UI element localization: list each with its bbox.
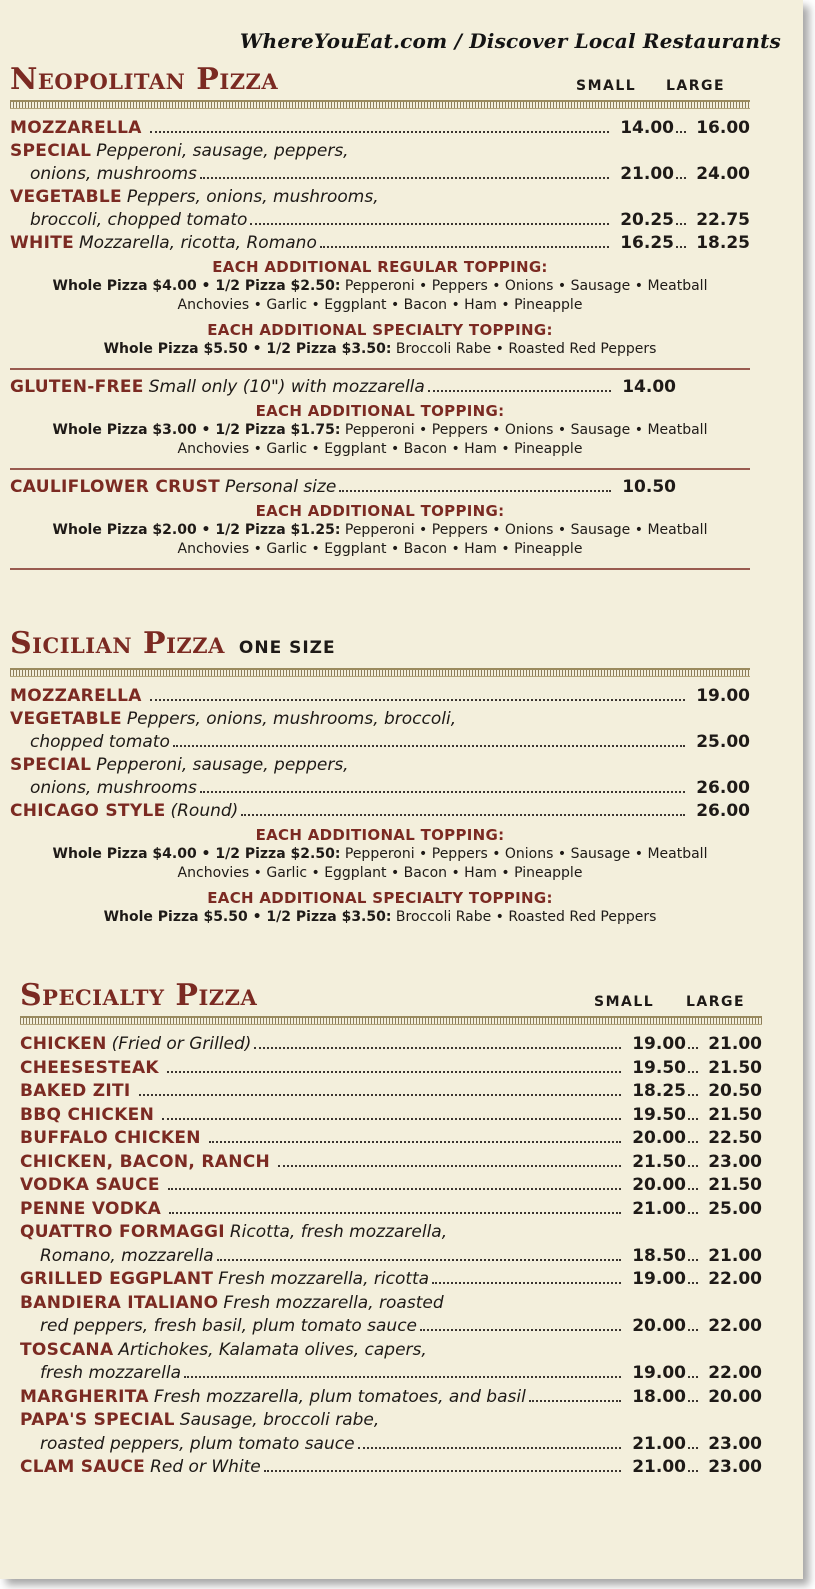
- price-large: 23.00: [708, 1151, 762, 1172]
- menu-item-chicken: CHICKEN (Fried or Grilled) 19.00 21.00: [20, 1033, 762, 1057]
- price-large: 22.75: [696, 210, 750, 230]
- menu-item-gluten-free: GLUTEN-FREE Small only (10") with mozzarella 14.00: [10, 377, 676, 397]
- price: 19.00: [696, 686, 750, 706]
- price-large: 22.00: [708, 1363, 762, 1383]
- price-large: 16.00: [696, 118, 750, 138]
- site-watermark: WhereYouEat.com / Discover Local Restaurants: [239, 29, 781, 53]
- price-large: 22.50: [708, 1128, 762, 1148]
- col-small-label: SMALL: [576, 78, 637, 94]
- divider: [10, 468, 750, 470]
- price-large: 25.00: [708, 1198, 762, 1219]
- neopolitan-title: Neopolitan Pizza: [10, 62, 279, 97]
- menu-item-toscana: TOSCANA Artichokes, Kalamata olives, capers, fresh mozzarella 19.00 22.00: [20, 1339, 762, 1386]
- menu-item-mozzarella: MOZZARELLA 14.00 16.00: [10, 118, 750, 138]
- menu-item-special: SPECIAL Pepperoni, sausage, peppers, onions, mushrooms 26.00: [10, 755, 750, 798]
- price-large: 18.25: [696, 233, 750, 253]
- price-small: 20.25: [620, 210, 674, 230]
- menu-item-buffalo-chicken: BUFFALO CHICKEN 20.00 22.50: [20, 1127, 762, 1151]
- price-large: 20.50: [708, 1081, 762, 1101]
- price-large: 22.00: [708, 1316, 762, 1336]
- price-small: 20.00: [632, 1175, 686, 1195]
- specialty-section: [20, 978, 762, 1480]
- price-large: 22.00: [708, 1269, 762, 1289]
- menu-item-cauliflower-crust: CAULIFLOWER CRUST Personal size 10.50: [10, 477, 676, 497]
- price-large: 23.00: [708, 1433, 762, 1454]
- price-small: 21.50: [632, 1151, 686, 1172]
- menu-item-mozzarella: MOZZARELLA 19.00: [10, 686, 750, 706]
- section-divider: [10, 668, 750, 677]
- menu-item-grilled-eggplant: GRILLED EGGPLANT Fresh mozzarella, ricotta 19.00 22.00: [20, 1268, 762, 1292]
- menu-item-papa-s-special: PAPA'S SPECIAL Sausage, broccoli rabe, roasted peppers, plum tomato sauce 21.00 23.00: [20, 1409, 762, 1456]
- neopolitan-section: [10, 62, 750, 576]
- menu-item-chicago-style: CHICAGO STYLE (Round) 26.00: [10, 801, 750, 821]
- sicilian-title: Sicilian Pizza ONE SIZE: [10, 626, 336, 661]
- price-small: 21.00: [632, 1433, 686, 1454]
- price-large: 21.00: [708, 1034, 762, 1054]
- specialty-title: Specialty Pizza: [20, 978, 258, 1013]
- menu-item-vodka-sauce: VODKA SAUCE 20.00 21.50: [20, 1174, 762, 1198]
- sicilian-section: [10, 626, 750, 930]
- price-small: 18.50: [632, 1245, 686, 1266]
- specialty-topping-info: EACH ADDITIONAL SPECIALTY TOPPING: Whole Pizza $5.50 • 1/2 Pizza $3.50: Broccoli Rabe • Roasted Red Peppers: [103, 321, 657, 357]
- menu-item-vegetable: VEGETABLE Peppers, onions, mushrooms, broccoli, chopped tomato 25.00: [10, 709, 750, 752]
- price-small: 14.00: [620, 118, 674, 138]
- menu-item-margherita: MARGHERITA Fresh mozzarella, plum tomatoes, and basil 18.00 20.00: [20, 1386, 762, 1410]
- price-large: 21.50: [708, 1175, 762, 1195]
- menu-item-cheesesteak: CHEESESTEAK 19.50 21.50: [20, 1057, 762, 1081]
- menu-item-white: WHITE Mozzarella, ricotta, Romano 16.25 18.25: [10, 233, 750, 253]
- price-small: 18.25: [632, 1081, 686, 1101]
- price-small: 19.00: [632, 1034, 686, 1054]
- sicilian-items: [10, 677, 750, 823]
- price-small: 18.00: [632, 1386, 686, 1407]
- sicilian-topping-info: EACH ADDITIONAL TOPPING: Whole Pizza $4.00 • 1/2 Pizza $2.50: Pepperoni • Peppers • Onions • Sausage • Meatball Anchovies • Garlic • Eggplant • Bacon • Ham • Pineapple: [52, 826, 708, 881]
- price-large: 20.00: [708, 1386, 762, 1407]
- specialty-items: [20, 1025, 762, 1480]
- section-divider: [10, 100, 750, 109]
- price-large: 21.50: [708, 1104, 762, 1125]
- neopolitan-items: [10, 109, 750, 255]
- price-small: 19.00: [632, 1269, 686, 1289]
- price: 26.00: [696, 801, 750, 821]
- cauliflower-topping-info: EACH ADDITIONAL TOPPING: Whole Pizza $2.00 • 1/2 Pizza $1.25: Pepperoni • Peppers • Onions • Sausage • Meatball Anchovies • Garlic • Eggplant • Bacon • Ham • Pineapple: [52, 502, 708, 557]
- col-small-label: SMALL: [594, 994, 655, 1010]
- regular-topping-info: EACH ADDITIONAL REGULAR TOPPING: Whole Pizza $4.00 • 1/2 Pizza $2.50: Pepperoni • Peppers • Onions • Sausage • Meatball Anchovies • Garlic • Eggplant • Bacon • Ham • Pineapple: [52, 258, 708, 313]
- menu-item-quattro-formaggi: QUATTRO FORMAGGI Ricotta, fresh mozzarella, Romano, mozzarella 18.50 21.00: [20, 1221, 762, 1268]
- menu-item-chicken-bacon-ranch: CHICKEN, BACON, RANCH 21.50 23.00: [20, 1151, 762, 1175]
- col-large-label: LARGE: [666, 78, 726, 94]
- menu-item-special: SPECIAL Pepperoni, sausage, peppers, onions, mushrooms 21.00 24.00: [10, 141, 750, 184]
- price-large: 23.00: [708, 1457, 762, 1477]
- price-small: 19.00: [632, 1363, 686, 1383]
- one-size-note: ONE SIZE: [238, 638, 336, 658]
- menu-item-baked-ziti: BAKED ZITI 18.25 20.50: [20, 1080, 762, 1104]
- menu-item-bbq-chicken: BBQ CHICKEN 19.50 21.50: [20, 1104, 762, 1128]
- price-small: 21.00: [620, 164, 674, 184]
- divider: [10, 568, 750, 570]
- price: 14.00: [622, 377, 676, 397]
- divider: [10, 368, 750, 370]
- price-large: 21.50: [708, 1057, 762, 1078]
- col-large-label: LARGE: [686, 994, 746, 1010]
- price-large: 24.00: [696, 164, 750, 184]
- price-small: 20.00: [632, 1316, 686, 1336]
- section-divider: [20, 1016, 762, 1025]
- price-large: 21.00: [708, 1245, 762, 1266]
- sicilian-specialty-topping-info: EACH ADDITIONAL SPECIALTY TOPPING: Whole Pizza $5.50 • 1/2 Pizza $3.50: Broccoli Rabe • Roasted Red Peppers: [103, 889, 657, 925]
- gluten-topping-info: EACH ADDITIONAL TOPPING: Whole Pizza $3.00 • 1/2 Pizza $1.75: Pepperoni • Peppers • Onions • Sausage • Meatball Anchovies • Garlic • Eggplant • Bacon • Ham • Pineapple: [52, 402, 708, 457]
- price-small: 21.00: [632, 1198, 686, 1219]
- price-small: 21.00: [632, 1457, 686, 1477]
- price: 25.00: [696, 732, 750, 752]
- price: 26.00: [696, 778, 750, 798]
- menu-item-clam-sauce: CLAM SAUCE Red or White 21.00 23.00: [20, 1456, 762, 1480]
- price-small: 16.25: [620, 233, 674, 253]
- menu-item-bandiera-italiano: BANDIERA ITALIANO Fresh mozzarella, roasted red peppers, fresh basil, plum tomato sauce 20.00 22.00: [20, 1292, 762, 1339]
- menu-item-penne-vodka: PENNE VODKA 21.00 25.00: [20, 1198, 762, 1222]
- menu-item-vegetable: VEGETABLE Peppers, onions, mushrooms, broccoli, chopped tomato 20.25 22.75: [10, 187, 750, 230]
- price: 10.50: [622, 477, 676, 497]
- price-small: 19.50: [632, 1104, 686, 1125]
- price-small: 20.00: [632, 1128, 686, 1148]
- price-small: 19.50: [632, 1057, 686, 1078]
